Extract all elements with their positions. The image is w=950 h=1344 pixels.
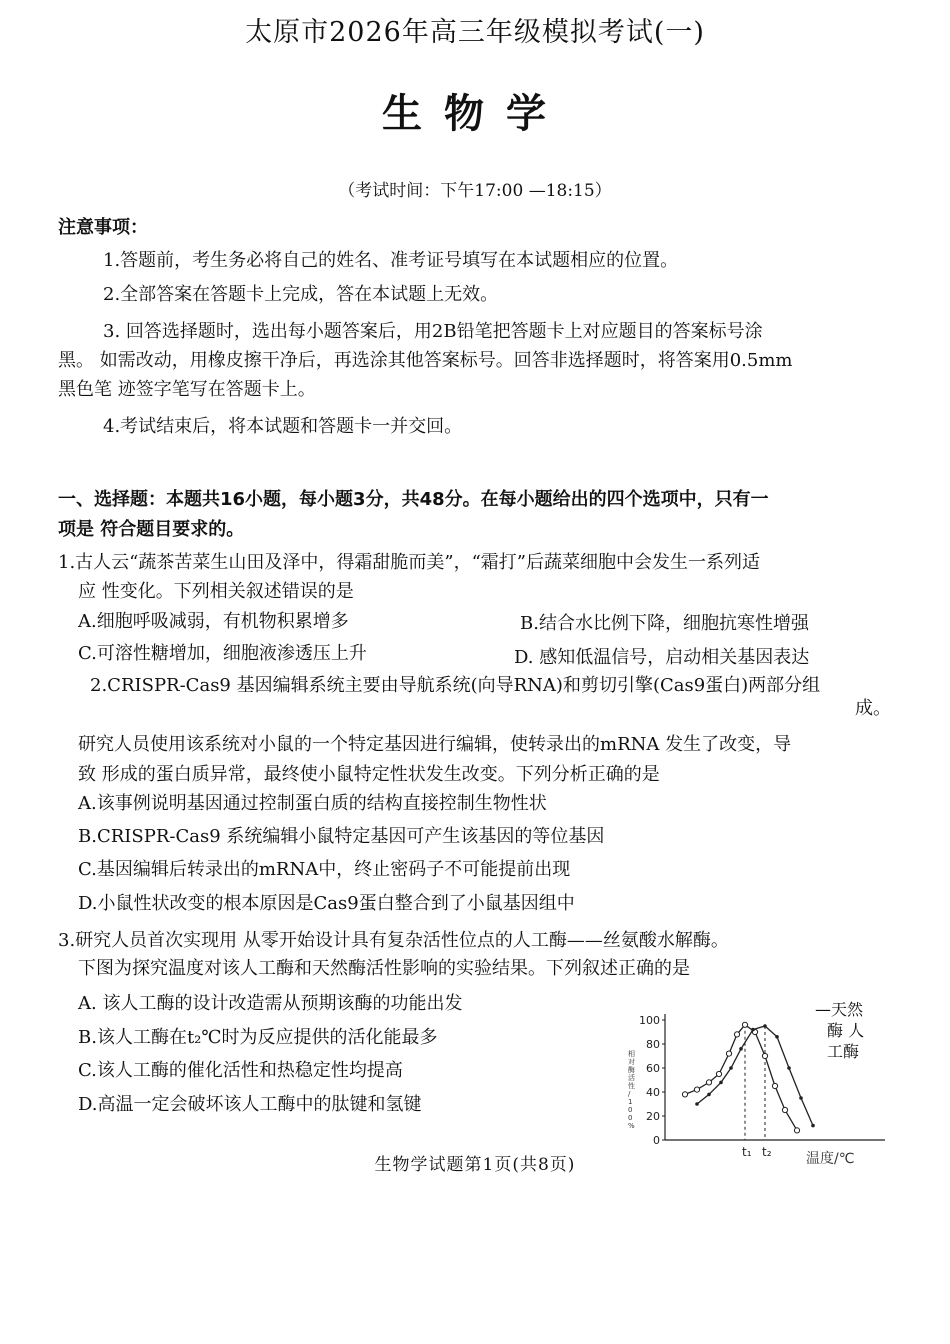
chart-point-artificial-6 [751,1028,755,1032]
q1-option-d: D. 感知低温信号，启动相关基因表达 [514,647,810,668]
chart-point-natural-12 [794,1128,799,1133]
chart-point-natural-6 [734,1032,739,1037]
chart-y-axis-label-char: 性 [628,1082,635,1090]
chart-y-axis-label-char: 酶 [628,1066,635,1074]
chart-point-artificial-5 [739,1047,743,1051]
chart-x-tick-label-2: t₂ [762,1145,772,1159]
chart-ticks [639,1014,772,1159]
chart-series [682,1022,814,1133]
chart-series-line-1 [685,1025,797,1131]
chart-x-axis-label: 温度/℃ [806,1151,855,1167]
chart-point-artificial-11 [811,1124,815,1128]
enzyme-activity-chart [610,990,910,1170]
q2-option-d: D.小鼠性状改变的根本原因是Cas9蛋白整合到了小鼠基因组中 [78,893,575,914]
q2-stem-line-3: 研究人员使用该系统对小鼠的一个特定基因进行编辑，使转录出的mRNA 发生了改变，导 [78,734,792,755]
chart-point-natural-11 [782,1107,787,1112]
chart-y-axis-label [628,1049,635,1130]
q1-option-b: B.结合水比例下降，细胞抗寒性增强 [520,613,809,634]
chart-y-axis-label-char: 活 [628,1074,635,1082]
chart-point-natural-9 [762,1053,767,1058]
q1-option-c: C.可溶性糖增加，细胞液渗透压上升 [78,643,367,664]
chart-y-axis-label-char: 对 [628,1058,635,1066]
notice-item-1: 1.答题前，考生务必将自己的姓名、准考证号填写在本试题相应的位置。 [103,250,679,271]
q3-stem-line-2: 下图为探究温度对该人工酶和天然酶活性影响的实验结果。下列叙述正确的是 [78,958,690,979]
subject-title: 生物学 [382,91,568,137]
chart-y-axis-label-char: 0 [628,1106,633,1114]
notice-item-2: 2.全部答案在答题卡上完成，答在本试题上无效。 [103,284,499,305]
q3-option-a: A. 该人工酶的设计改造需从预期该酶的功能出发 [78,993,463,1014]
q3-option-d: D.高温一定会破坏该人工酶中的肽键和氢键 [78,1094,422,1115]
chart-point-artificial-10 [799,1096,803,1100]
notice-item-3-line-2: 黑。 如需改动，用橡皮擦干净后，再选涂其他答案标号。回答非选择题时，将答案用0.5mm [58,350,793,371]
chart-point-artificial-1 [695,1102,699,1106]
chart-series-line-2 [697,1026,813,1126]
chart-point-natural-1 [682,1092,687,1097]
q3-option-c: C.该人工酶的催化活性和热稳定性均提高 [78,1060,403,1081]
notice-item-3-line-3: 黑色笔 迹签字笔写在答题卡上。 [58,379,316,400]
q2-option-b: B.CRISPR-Cas9 系统编辑小鼠特定基因可产生该基因的等位基因 [78,826,605,847]
chart-point-artificial-9 [787,1066,791,1070]
chart-y-axis-label-char: 1 [628,1098,633,1106]
chart-point-artificial-3 [719,1081,723,1085]
exam-title: 太原市2026年高三年级模拟考试(一) [245,17,705,48]
chart-y-tick-label-80: 80 [646,1038,660,1051]
chart-y-tick-label-20: 20 [646,1110,660,1123]
chart-y-tick-label-0: 0 [653,1134,660,1147]
chart-point-artificial-8 [775,1035,779,1039]
chart-point-artificial-4 [729,1066,733,1070]
q2-stem-line-2: 成。 [855,698,891,719]
section-1-heading-line-1: 一、选择题：本题共16小题，每小题3分，共48分。在每小题给出的四个选项中，只有一 [58,489,769,510]
chart-point-natural-5 [726,1051,731,1056]
chart-point-artificial-7 [763,1024,767,1028]
chart-legend-line-3: 工酶 [827,1042,860,1061]
q1-option-a: A.细胞呼吸减弱，有机物积累增多 [78,611,349,632]
chart-y-axis-label-char: / [628,1090,631,1098]
chart-y-axis-label-char: 相 [628,1050,635,1058]
chart-point-artificial-2 [707,1093,711,1097]
notice-item-3-line-1: 3. 回答选择题时，选出每小题答案后，用2B铅笔把答题卡上对应题目的答案标号涂 [103,321,763,342]
notice-item-4: 4.考试结束后，将本试题和答题卡一并交回。 [103,416,463,437]
q3-option-b: B.该人工酶在t₂℃时为反应提供的活化能最多 [78,1027,438,1048]
chart-point-natural-3 [706,1080,711,1085]
page-footer: 生物学试题第1页(共8页) [374,1155,576,1175]
q2-stem-line-1: 2.CRISPR-Cas9 基因编辑系统主要由导航系统(向导RNA)和剪切引擎(Cas9蛋白)两部分组 [90,675,821,696]
section-1-heading-line-2: 项是 符合题目要求的。 [58,519,245,540]
chart-point-natural-4 [716,1071,721,1076]
q2-stem-line-4: 致 形成的蛋白质异常，最终使小鼠特定性状发生改变。下列分析正确的是 [78,764,660,785]
chart-point-natural-2 [694,1087,699,1092]
notice-heading: 注意事项： [58,217,148,238]
chart-legend-line-1: —天然 [815,1000,864,1019]
chart-legend-line-2: 酶 人 [827,1021,865,1040]
chart-point-natural-10 [772,1083,777,1088]
exam-time: （考试时间：下午17:00 —18:15） [338,181,612,201]
chart-x-tick-label-1: t₁ [742,1145,752,1159]
chart-y-tick-label-100: 100 [639,1014,660,1027]
q2-option-c: C.基因编辑后转录出的mRNA中，终止密码子不可能提前出现 [78,859,571,880]
q3-stem-line-1: 3.研究人员首次实现用 从零开始设计具有复杂活性位点的人工酶——丝氨酸水解酶。 [58,930,729,951]
chart-y-axis-label-char: % [628,1122,635,1130]
q1-stem-line-1: 1.古人云“蔬茶苦菜生山田及泽中，得霜甜脆而美”，“霜打”后蔬菜细胞中会发生一系列适 [58,552,760,573]
chart-y-axis-label-char: 0 [628,1114,633,1122]
q2-option-a: A.该事例说明基因通过控制蛋白质的结构直接控制生物性状 [78,793,547,814]
chart-y-tick-label-40: 40 [646,1086,660,1099]
q1-stem-line-2: 应 性变化。下列相关叙述错误的是 [78,581,354,602]
chart-y-tick-label-60: 60 [646,1062,660,1075]
chart-point-natural-7 [742,1022,747,1027]
